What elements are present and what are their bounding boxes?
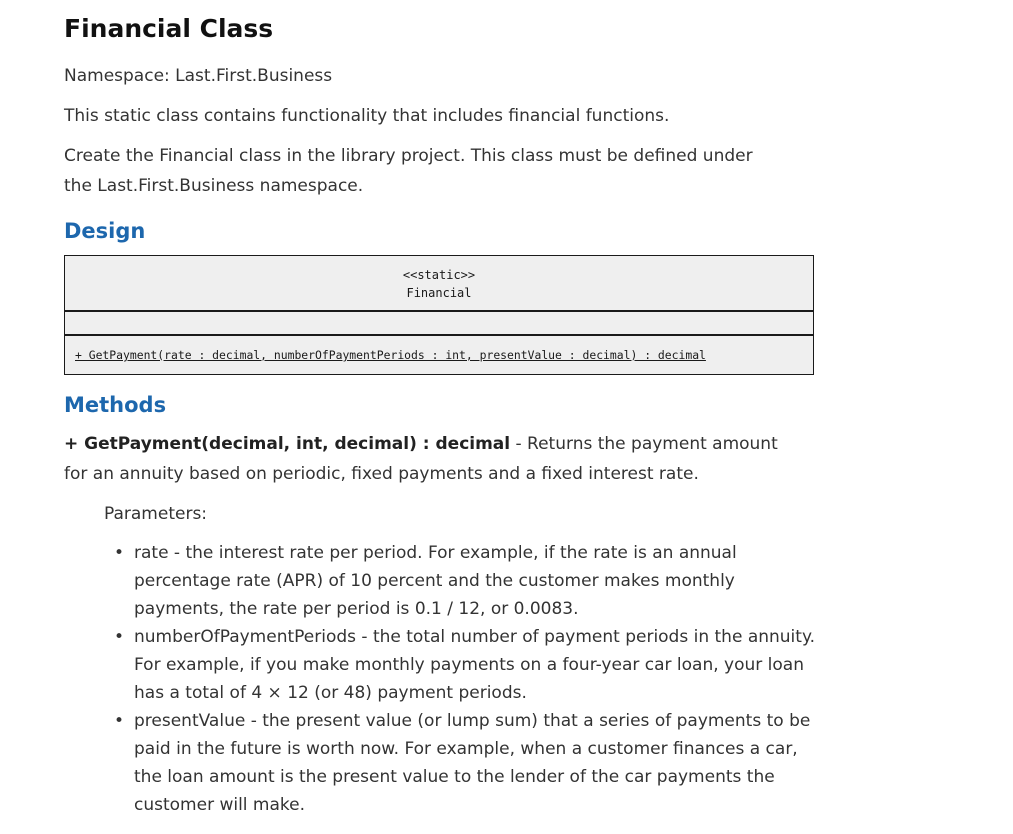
list-item bbox=[114, 623, 824, 707]
list-item bbox=[114, 539, 824, 623]
parameters-label: Parameters: bbox=[104, 504, 208, 524]
method-signature: + GetPayment(decimal, int, decimal) : decimal bbox=[64, 434, 511, 454]
methods-heading: Methods bbox=[64, 393, 167, 417]
bullet-icon: • bbox=[114, 711, 125, 731]
class-instructions: Create the Financial class in the library project. This class must be defined under the Last.First.Business namespace. bbox=[64, 146, 753, 196]
uml-class-name: Financial bbox=[406, 286, 472, 300]
design-heading: Design bbox=[64, 219, 146, 243]
uml-stereotype: <<static>> bbox=[402, 268, 476, 282]
parameter-rate: rate - the interest rate per period. For example, if the rate is an annual percentage rate (APR) of 10 percent and the customer makes monthly payments, the rate per period is 0.1 / 12, or 0.0083. bbox=[134, 543, 737, 619]
parameter-present-value: presentValue - the present value (or lump sum) that a series of payments to be paid in the future is worth now. For example, when a customer finances a car, the loan amount is the present value to the lender of the car payments the customer will make. bbox=[134, 711, 811, 815]
class-description: This static class contains functionality that includes financial functions. bbox=[64, 106, 670, 126]
method-description: - Returns the payment amount for an annuity based on periodic, fixed payments and a fixed interest rate. bbox=[64, 434, 778, 484]
parameter-number-of-payment-periods: numberOfPaymentPeriods - the total number of payment periods in the annuity. For example, if you make monthly payments on a four-year car loan, your loan has a total of 4 × 12 (or 48) payment periods. bbox=[134, 627, 815, 703]
bullet-icon: • bbox=[114, 543, 125, 563]
list-item bbox=[114, 707, 824, 819]
uml-operation: + GetPayment(rate : decimal, numberOfPaymentPeriods : int, presentValue : decimal) : decimal bbox=[75, 348, 706, 362]
uml-attributes-compartment bbox=[65, 312, 813, 336]
parameters-list bbox=[114, 539, 824, 819]
uml-class-header bbox=[65, 256, 813, 312]
page-title: Financial Class bbox=[64, 14, 274, 43]
bullet-icon: • bbox=[114, 627, 125, 647]
namespace-line: Namespace: Last.First.Business bbox=[64, 66, 333, 86]
uml-class-diagram bbox=[64, 255, 814, 375]
method-entry bbox=[64, 429, 804, 489]
